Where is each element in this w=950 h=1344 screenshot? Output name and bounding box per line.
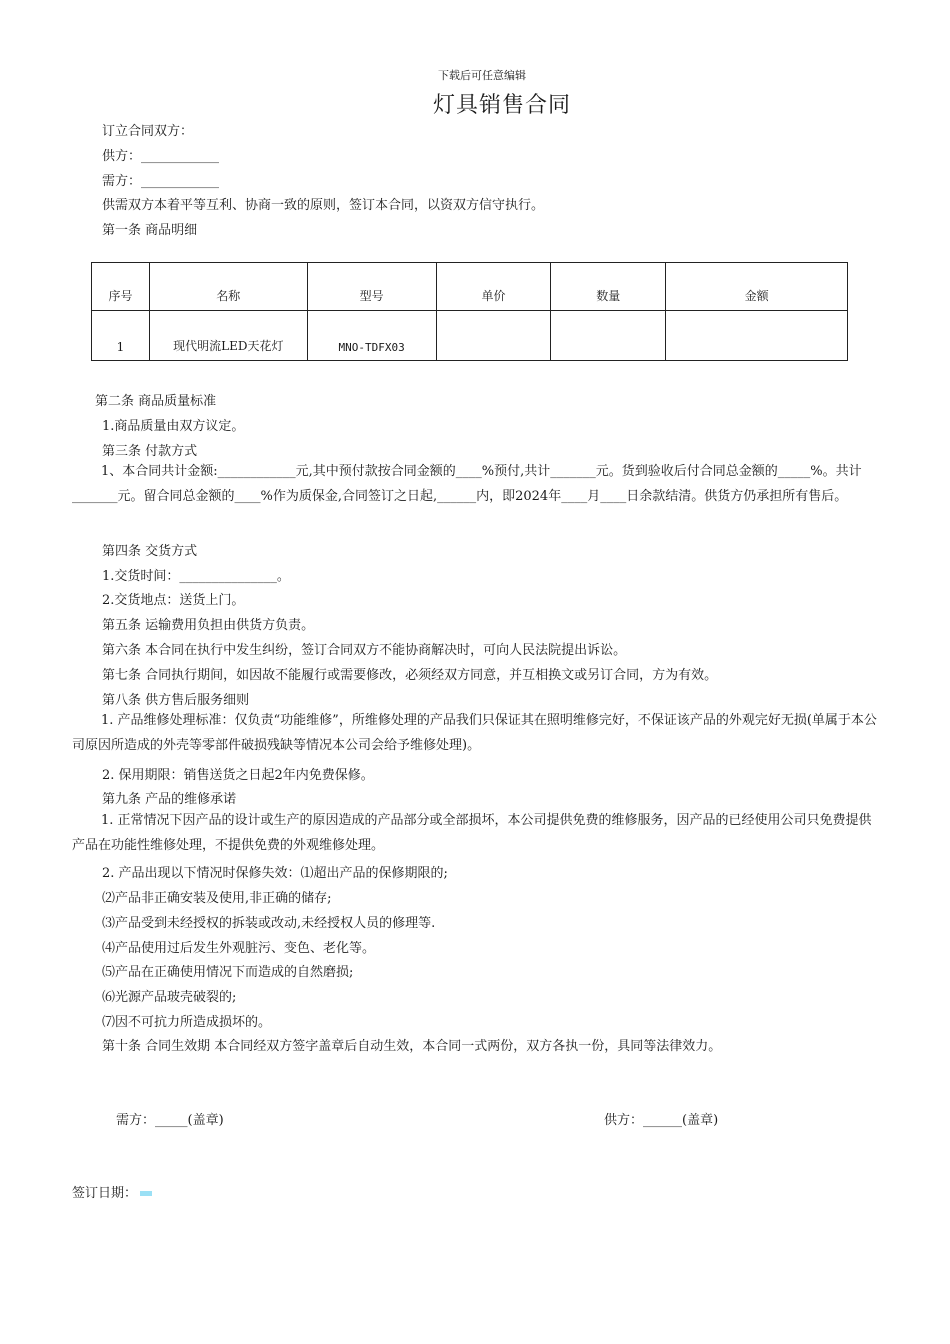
article-2-title: 第二条 商品质量标准 [95, 394, 217, 409]
supplier-line: 供方：____________ [102, 149, 220, 164]
table-header-cell: 单价 [436, 263, 551, 311]
table-header-row [92, 263, 848, 311]
article-1-title: 第一条 商品明细 [102, 223, 198, 238]
article-6: 第六条 本合同在执行中发生纠纷，签订合同双方不能协商解决时，可向人民法院提出诉讼。 [102, 643, 627, 658]
document-title: 灯具销售合同 [432, 93, 571, 118]
sign-date-label: 签订日期： [72, 1186, 138, 1201]
article-8-title: 第八条 供方售后服务细则 [102, 693, 250, 708]
article-2-item: 1.商品质量由双方议定。 [102, 419, 245, 434]
table-header-cell: 序号 [92, 263, 150, 311]
list-item: ⑺因不可抗力所造成损坏的。 [102, 1015, 272, 1030]
article-10: 第十条 合同生效期 本合同经双方签字盖章后自动生效，本合同一式两份，双方各执一份，具同等法律效力。 [102, 1039, 722, 1054]
article-7: 第七条 合同执行期间，如因故不能履行或需要修改，必须经双方同意，并互相换文或另订合同，方为有效。 [102, 668, 718, 683]
article-3-title: 第三条 付款方式 [102, 444, 198, 459]
table-header-cell: 金额 [666, 263, 848, 311]
list-item: ⑶产品受到未经授权的拆装或改动,未经授权人员的修理等. [102, 916, 436, 931]
table-cell-unit-price [436, 311, 551, 361]
article-8-item-2: 2. 保用期限：销售送货之日起2年内免费保修。 [102, 768, 374, 783]
table-cell-quantity [551, 311, 666, 361]
buyer-line: 需方：____________ [102, 174, 220, 189]
table-header-cell: 名称 [149, 263, 307, 311]
list-item: ⑵产品非正确安装及使用,非正确的储存; [102, 891, 332, 906]
article-3-text: 1、本合同共计金额:____________元,其中预付款按合同金额的____%预付,共计_______元。货到验收后付合同总金额的_____%。共计_______元。留合同总金额的____%作为质保金,合同签订之日起,______内，即2024年____月____日余款结清。供货方仍承担所有售后。 [72, 464, 862, 504]
list-item: ⑹光源产品玻壳破裂的; [102, 990, 237, 1005]
article-5: 第五条 运输费用负担由供货方负责。 [102, 618, 315, 633]
article-8-item-1: 1. 产品维修处理标准：仅负责“功能维修”，所维修处理的产品我们只保证其在照明维修完好，不保证该产品的外观完好无损(单属于本公司原因所造成的外壳等零部件破损残缺等情况本公司会给予维修处理)。 [72, 713, 877, 753]
supplier-signature: 供方：______(盖章) [604, 1113, 719, 1128]
date-highlight [140, 1191, 152, 1196]
table-row [92, 311, 848, 361]
list-item: ⑷产品使用过后发生外观脏污、变色、老化等。 [102, 941, 376, 956]
article-4-item-2: 2.交货地点：送货上门。 [102, 593, 245, 608]
goods-table [91, 262, 848, 361]
article-4-item-1: 1.交货时间：_______________。 [102, 569, 290, 584]
article-4-title: 第四条 交货方式 [102, 544, 198, 559]
table-header-cell: 型号 [307, 263, 436, 311]
sign-date [72, 1182, 152, 1201]
table-header-cell: 数量 [551, 263, 666, 311]
article-9-item-2: 2. 产品出现以下情况时保修失效：⑴超出产品的保修期限的; [102, 866, 448, 881]
list-item: ⑸产品在正确使用情况下而造成的自然磨损; [102, 965, 354, 980]
buyer-signature: 需方：_____(盖章) [116, 1113, 224, 1128]
article-9-title: 第九条 产品的维修承诺 [102, 792, 237, 807]
table-cell-index: 1 [92, 311, 150, 361]
parties-intro: 订立合同双方： [102, 124, 194, 139]
table-cell-name: 现代明流LED天花灯 [149, 311, 307, 361]
table-cell-amount [666, 311, 848, 361]
preamble: 供需双方本着平等互利、协商一致的原则，签订本合同，以资双方信守执行。 [102, 198, 545, 213]
table-cell-model: MNO-TDFX03 [307, 311, 436, 361]
download-note: 下载后可任意编辑 [438, 69, 526, 82]
article-9-item-1: 1. 正常情况下因产品的设计或生产的原因造成的产品部分或全部损坏，本公司提供免费的维修服务，因产品的已经使用公司只免费提供产品在功能性维修处理，不提供免费的外观维修处理。 [72, 813, 872, 853]
